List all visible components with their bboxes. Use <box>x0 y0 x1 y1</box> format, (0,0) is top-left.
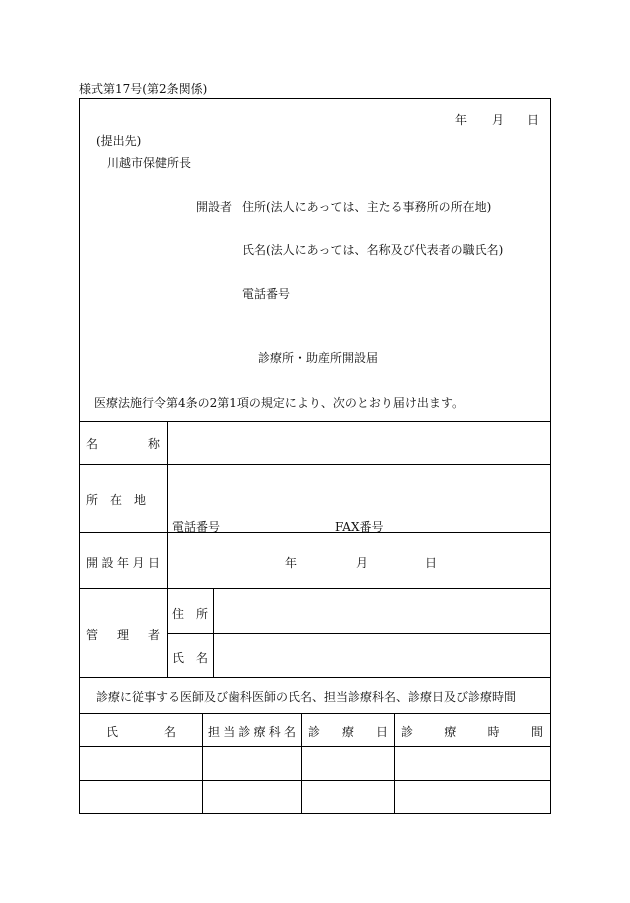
divider-label-column <box>167 421 168 677</box>
divider-staff-col2 <box>301 713 302 814</box>
address-label: 住所(法人にあっては、主たる事務所の所在地) <box>242 200 492 214</box>
divider-name <box>80 464 550 465</box>
divider-staff-col1 <box>202 713 203 814</box>
staff-col-days: 診 療 日 <box>308 725 388 739</box>
divider-header <box>80 421 550 422</box>
opening-month: 月 <box>356 556 369 570</box>
row-label-opening-date: 開 設 年 月 日 <box>86 556 160 570</box>
form-number: 様式第17号(第2条関係) <box>79 82 208 96</box>
date-year: 年 <box>455 113 468 127</box>
founder-label: 開設者 <box>196 200 233 214</box>
row-label-location: 所 在 地 <box>86 493 146 507</box>
phone-label: 電話番号 <box>242 287 291 301</box>
staff-col-hours: 診 療 時 間 <box>401 725 543 739</box>
submit-to-label: (提出先) <box>96 134 142 148</box>
divider-staff-row <box>80 780 550 781</box>
divider-staff-col3 <box>394 713 395 814</box>
row-label-name: 名 称 <box>86 437 160 451</box>
location-phone-label: 電話番号 <box>172 520 221 534</box>
opening-day: 日 <box>425 556 438 570</box>
divider-opening <box>80 588 550 589</box>
submit-to: 川越市保健所長 <box>107 156 192 170</box>
divider-staff-heading <box>80 713 550 714</box>
statement: 医療法施行令第4条の2第1項の規定により、次のとおり届け出ます。 <box>94 396 464 410</box>
date-month: 月 <box>492 113 505 127</box>
staff-heading: 診療に従事する医師及び歯科医師の氏名、担当診療科名、診療日及び診療時間 <box>96 690 517 704</box>
opening-year: 年 <box>285 556 298 570</box>
page-title: 診療所・助産所開設届 <box>258 351 379 365</box>
staff-col-name: 氏 名 <box>106 725 176 739</box>
location-fax-label: FAX番号 <box>335 520 384 534</box>
divider-location <box>80 532 550 533</box>
divider-manager <box>80 677 550 678</box>
name-label: 氏名(法人にあっては、名称及び代表者の職氏名) <box>242 243 504 257</box>
divider-staff-header <box>80 746 550 747</box>
date-day: 日 <box>527 113 540 127</box>
manager-name-label: 氏 名 <box>172 651 208 665</box>
manager-address-label: 住 所 <box>172 607 208 621</box>
form-frame <box>79 98 551 814</box>
row-label-manager: 管 理 者 <box>86 628 160 642</box>
divider-manager-inner <box>167 633 550 634</box>
divider-manager-column <box>213 588 214 677</box>
staff-col-department: 担 当 診 療 科 名 <box>208 725 296 739</box>
